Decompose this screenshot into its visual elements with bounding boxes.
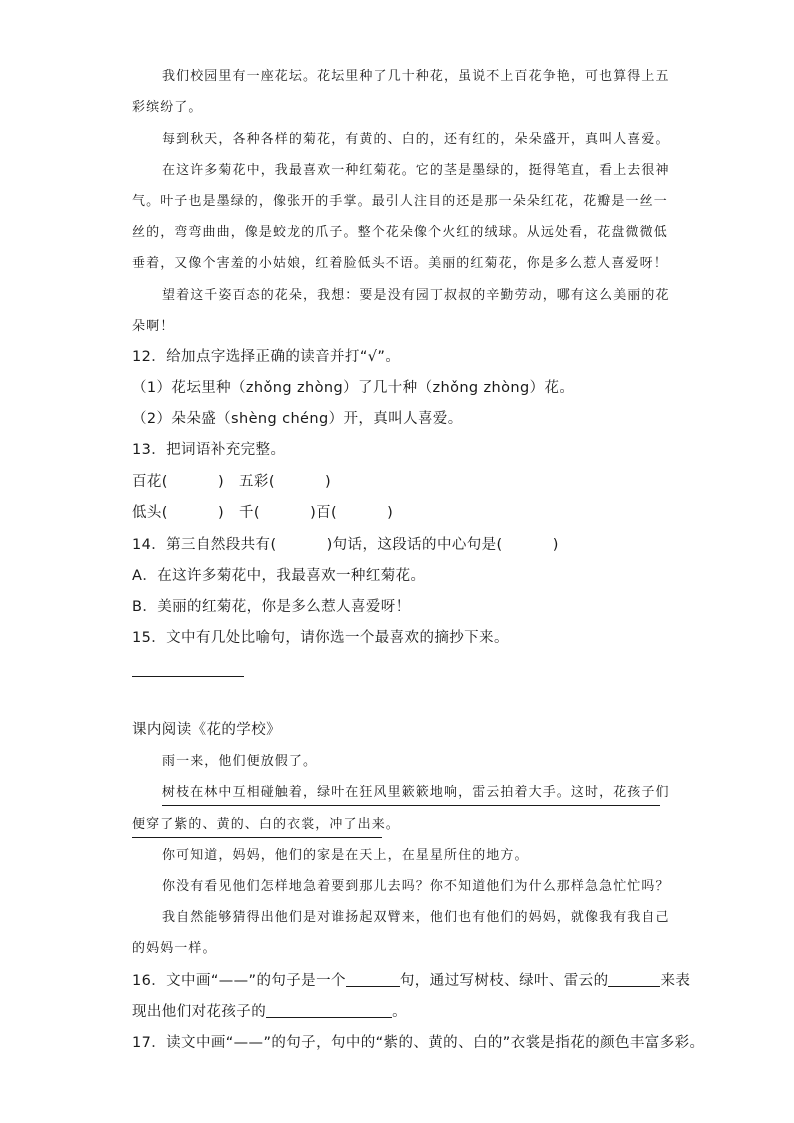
sentence-underline [162, 805, 660, 806]
question-14-stem: 14．第三自然段共有( )句话，这段话的中心句是( ) [132, 537, 559, 553]
question-16-text: 。 [392, 1004, 408, 1020]
question-14-option-b: B．美丽的红菊花，你是多么惹人喜爱呀！ [132, 599, 411, 615]
passage2-line: 雨一来，他们便放假了。 [162, 754, 318, 769]
passage1-line: 垂着，又像个害羞的小姑娘，红着脸低头不语。美丽的红菊花，你是多么惹人喜爱呀！ [132, 256, 668, 271]
question-13-row-2: 低头( ) 千( )百( ) [132, 505, 394, 521]
question-17-stem: 17．读文中画“——”的句子，句中的“紫的、黄的、白的”衣裳是指花的颜色丰富多彩。 [132, 1035, 705, 1051]
question-14-option-a: A．在这许多菊花中，我最喜欢一种红菊花。 [132, 568, 426, 584]
answer-blank[interactable] [346, 986, 400, 987]
passage2-line: 的妈妈一样。 [132, 941, 217, 956]
passage1-line: 每到秋天，各种各样的菊花，有黄的、白的，还有红的，朵朵盛开，真叫人喜爱。 [162, 132, 670, 147]
passage1-line: 在这许多菊花中，我最喜欢一种红菊花。它的茎是墨绿的，挺得笔直，看上去很神 [162, 163, 670, 178]
answer-line [132, 676, 244, 677]
passage1-line: 我们校园里有一座花坛。花坛里种了几十种花，虽说不上百花争艳，可也算得上五 [162, 69, 670, 84]
question-16-text: 句，通过写树枝、绿叶、雷云的 [399, 973, 609, 989]
section-title: 课内阅读《花的学校》 [132, 722, 281, 738]
passage2-line-underlined: 树枝在林中互相碰触着，绿叶在狂风里簌簌地响，雷云拍着大手。这时，花孩子们 [162, 785, 670, 800]
question-16-line-1 [132, 974, 690, 989]
question-16-text: 16．文中画“——”的句子是一个 [132, 973, 346, 989]
question-12-item-1: （1）花坛里种（zhǒng zhòng）了几十种（zhǒng zhòng）花。 [132, 380, 575, 396]
question-16-text: 现出他们对花孩子的 [132, 1004, 267, 1020]
passage1-line: 气。叶子也是墨绿的，像张开的手掌。最引人注目的还是那一朵朵红花，花瓣是一丝一 [132, 194, 668, 209]
question-12-stem: 12．给加点字选择正确的读音并打“√”。 [132, 349, 401, 365]
question-16-text: 来表 [660, 973, 691, 989]
question-13-stem: 13．把词语补充完整。 [132, 442, 286, 458]
question-15-stem: 15．文中有几处比喻句，请你选一个最喜欢的摘抄下来。 [132, 630, 509, 646]
sentence-underline [132, 837, 382, 838]
passage1-line: 彩缤纷了。 [132, 100, 203, 115]
answer-blank[interactable] [266, 1017, 392, 1018]
passage1-line: 望着这千姿百态的花朵，我想：要是没有园丁叔叔的辛勤劳动，哪有这么美丽的花 [162, 288, 670, 303]
passage2-line: 你可知道，妈妈，他们的家是在天上，在星星所住的地方。 [162, 848, 529, 863]
passage2-line: 你没有看见他们怎样地急着要到那儿去吗？你不知道他们为什么那样急急忙忙吗？ [162, 879, 670, 894]
passage2-line-underlined: 便穿了紫的、黄的、白的衣裳，冲了出来。 [132, 817, 400, 832]
question-13-row-1: 百花( ) 五彩( ) [132, 474, 332, 490]
question-16-line-2 [132, 1005, 407, 1020]
passage1-line: 丝的，弯弯曲曲，像是蛟龙的爪子。整个花朵像个火红的绒球。从远处看，花盘微微低 [132, 225, 668, 240]
passage2-line: 我自然能够猜得出他们是对谁扬起双臂来，他们也有他们的妈妈，就像我有我自己 [162, 910, 670, 925]
answer-blank[interactable] [608, 986, 660, 987]
question-12-item-2: （2）朵朵盛（shèng chéng）开，真叫人喜爱。 [132, 411, 463, 427]
passage1-line: 朵啊！ [132, 319, 175, 334]
